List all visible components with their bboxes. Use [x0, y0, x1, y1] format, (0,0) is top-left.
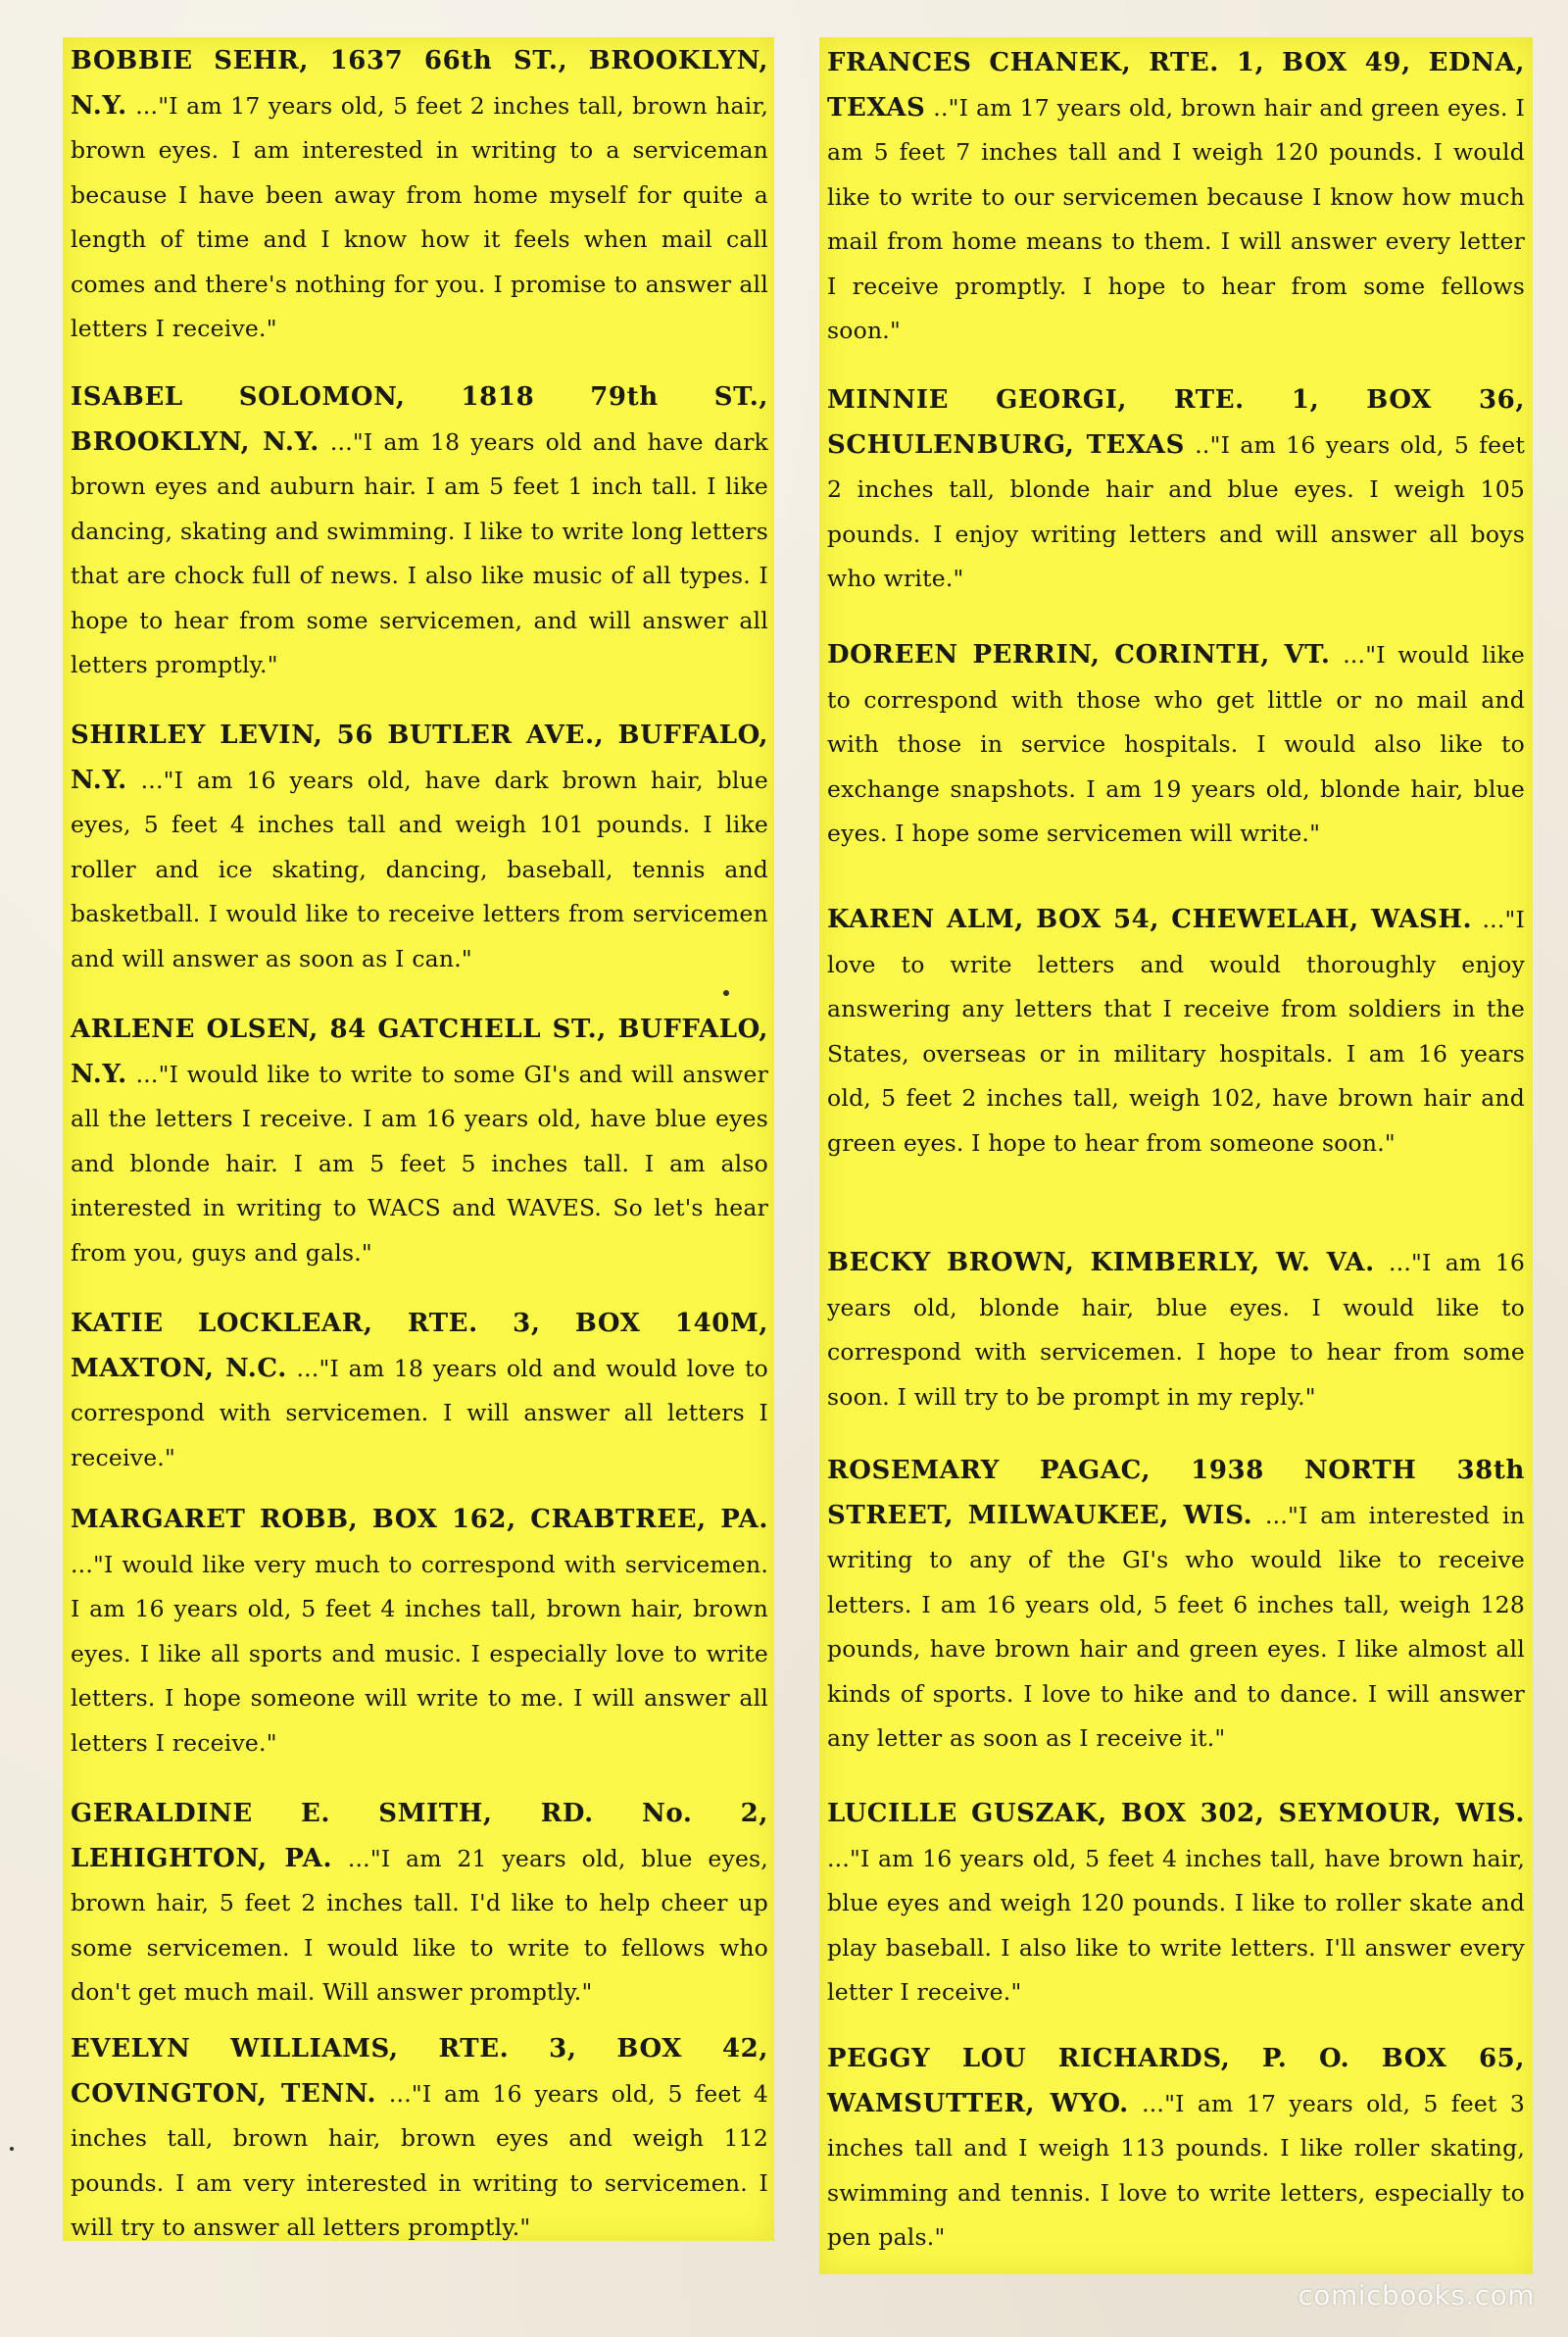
- pen-pal-entry: [827, 1792, 1525, 2015]
- entry-text: ..."I love to write letters and would thoroughly enjoy answering any letters that I receive from soldiers in the States, overseas or in military hospitals. I am 16 years old, 5 feet 2 inches tall, weigh 102, have brown hair and green eyes. I hope to hear from someone soon.": [827, 906, 1525, 1157]
- entry-name-address: DOREEN PERRIN, CORINTH, VT.: [827, 640, 1331, 670]
- entry-text: ..."I would like to write to some GI's and will answer all the letters I receive. I am 16 years old, have blue eyes and blonde hair. I am 5 feet 5 inches tall. I am also interested in writing to WACS and WAVES. So let's hear from you, guys and gals.": [71, 1060, 768, 1267]
- entry-name-address: FRANCES CHANEK, RTE. 1, BOX 49, EDNA, TEXAS: [827, 48, 1525, 123]
- pen-pal-entry: [71, 1008, 768, 1275]
- entry-text: .."I am 17 years old, brown hair and green eyes. I am 5 feet 7 inches tall and I weigh 120 pounds. I would like to write to our servicemen because I know how much mail from home means to them. I will answer every letter I receive promptly. I hope to hear from some fellows soon.": [827, 93, 1526, 344]
- site-watermark: comicbooks.com: [1298, 2279, 1535, 2312]
- entry-name-address: ARLENE OLSEN, 84 GATCHELL ST., BUFFALO, N.Y.: [71, 1015, 768, 1089]
- print-speck: [723, 990, 729, 996]
- pen-pal-entry: [71, 375, 768, 688]
- entry-text: .."I am 16 years old, 5 feet 2 inches tall, blonde hair and blue eyes. I weigh 105 pounds. I enjoy writing letters and will answer all boys who write.": [827, 430, 1525, 592]
- entry-text: ..."I am 17 years old, 5 feet 2 inches tall, brown hair, brown eyes. I am interested in writing to a serviceman because I have been away from home myself for quite a length of time and I know how it feels when mail call comes and there's nothing for you. I promise to answer all letters I receive.": [71, 91, 769, 342]
- entry-name-address: ISABEL SOLOMON, 1818 79th ST., BROOKLYN, N.Y.: [71, 382, 768, 457]
- entry-text: ..."I am 16 years old, have dark brown hair, blue eyes, 5 feet 4 inches tall and weigh 101 pounds. I like roller and ice skating, dancing, baseball, tennis and basketball. I would like to receive letters from servicemen and will answer as soon as I can.": [71, 766, 769, 972]
- pen-pal-entry: [827, 898, 1525, 1166]
- pen-pal-entry: [71, 1792, 768, 2015]
- entry-name-address: LUCILLE GUSZAK, BOX 302, SEYMOUR, WIS.: [827, 1799, 1525, 1828]
- pen-pal-entry: [71, 2027, 768, 2251]
- pen-pal-entry: [71, 39, 768, 352]
- entry-text: ..."I am 21 years old, blue eyes, brown hair, 5 feet 2 inches tall. I'd like to help cheer up some servicemen. I would like to write to fellows who don't get much mail. Will answer promptly.": [71, 1844, 768, 2006]
- pen-pal-entry: [71, 1302, 768, 1480]
- entry-text: ..."I would like very much to correspond with servicemen. I am 16 years old, 5 feet 4 inches tall, brown hair, brown eyes. I like all sports and music. I especially love to write letters. I hope someone will write to me. I will answer all letters I receive.": [71, 1550, 768, 1757]
- entry-name-address: KAREN ALM, BOX 54, CHEWELAH, WASH.: [827, 905, 1473, 934]
- entry-name-address: MARGARET ROBB, BOX 162, CRABTREE, PA.: [71, 1505, 768, 1534]
- pen-pal-entry: [71, 714, 768, 981]
- entry-name-address: MINNIE GEORGI, RTE. 1, BOX 36, SCHULENBURG, TEXAS: [827, 385, 1525, 460]
- entry-text: ..."I am 18 years old and have dark brown eyes and auburn hair. I am 5 feet 1 inch tall. I like dancing, skating and swimming. I like to write long letters that are chock full of news. I also like music of all types. I hope to hear from some servicemen, and will answer all letters promptly.": [71, 427, 768, 678]
- print-speck: [10, 2147, 14, 2151]
- pen-pal-entry: [827, 41, 1525, 354]
- entry-text: ..."I would like to correspond with those who get little or no mail and with those in service hospitals. I would also like to exchange snapshots. I am 19 years old, blonde hair, blue eyes. I hope some servicemen will write.": [827, 641, 1526, 847]
- pen-pal-entry: [827, 633, 1525, 857]
- entry-text: ..."I am 18 years old and would love to correspond with servicemen. I will answer all letters I receive.": [71, 1354, 768, 1471]
- entry-name-address: KATIE LOCKLEAR, RTE. 3, BOX 140M, MAXTON, N.C.: [71, 1309, 768, 1383]
- pen-pal-entry: [827, 1449, 1525, 1762]
- entry-name-address: SHIRLEY LEVIN, 56 BUTLER AVE., BUFFALO, N.Y.: [71, 721, 768, 795]
- pen-pal-entry: [71, 1498, 768, 1765]
- entry-text: ..."I am interested in writing to any of the GI's who would like to receive letters. I am 16 years old, 5 feet 6 inches tall, weigh 128 pounds, have brown hair and green eyes. I like almost all kinds of sports. I love to hike and to dance. I will answer any letter as soon as I receive it.": [827, 1501, 1526, 1752]
- entry-name-address: BOBBIE SEHR, 1637 66th ST., BROOKLYN, N.Y.: [71, 46, 768, 121]
- pen-pal-entry: [827, 2037, 1525, 2261]
- entry-text: ..."I am 16 years old, 5 feet 4 inches tall, have brown hair, blue eyes and weigh 120 pounds. I like to roller skate and play baseball. I also like to write letters. I'll answer every letter I receive.": [827, 1844, 1525, 2006]
- entry-name-address: ROSEMARY PAGAC, 1938 NORTH 38th STREET, MILWAUKEE, WIS.: [827, 1456, 1525, 1530]
- entry-name-address: BECKY BROWN, KIMBERLY, W. VA.: [827, 1248, 1375, 1277]
- left-column: [63, 37, 774, 2241]
- pen-pal-entry: [827, 1241, 1525, 1419]
- entry-text: ..."I am 16 years old, 5 feet 4 inches tall, brown hair, brown eyes and weigh 112 pounds. I am very interested in writing to servicemen. I will try to answer all letters promptly.": [71, 2079, 769, 2241]
- entry-name-address: GERALDINE E. SMITH, RD. No. 2, LEHIGHTON, PA.: [71, 1799, 768, 1873]
- right-column: [819, 37, 1533, 2274]
- entry-name-address: PEGGY LOU RICHARDS, P. O. BOX 65, WAMSUTTER, WYO.: [827, 2044, 1525, 2118]
- pen-pal-entry: [827, 378, 1525, 602]
- entry-text: ..."I am 16 years old, blonde hair, blue eyes. I would like to correspond with servicemen. I hope to hear from some soon. I will try to be prompt in my reply.": [827, 1249, 1525, 1411]
- entry-text: ..."I am 17 years old, 5 feet 3 inches tall and I weigh 113 pounds. I like roller skating, swimming and tennis. I love to write letters, especially to pen pals.": [827, 2089, 1525, 2251]
- entry-name-address: EVELYN WILLIAMS, RTE. 3, BOX 42, COVINGTON, TENN.: [71, 2034, 768, 2109]
